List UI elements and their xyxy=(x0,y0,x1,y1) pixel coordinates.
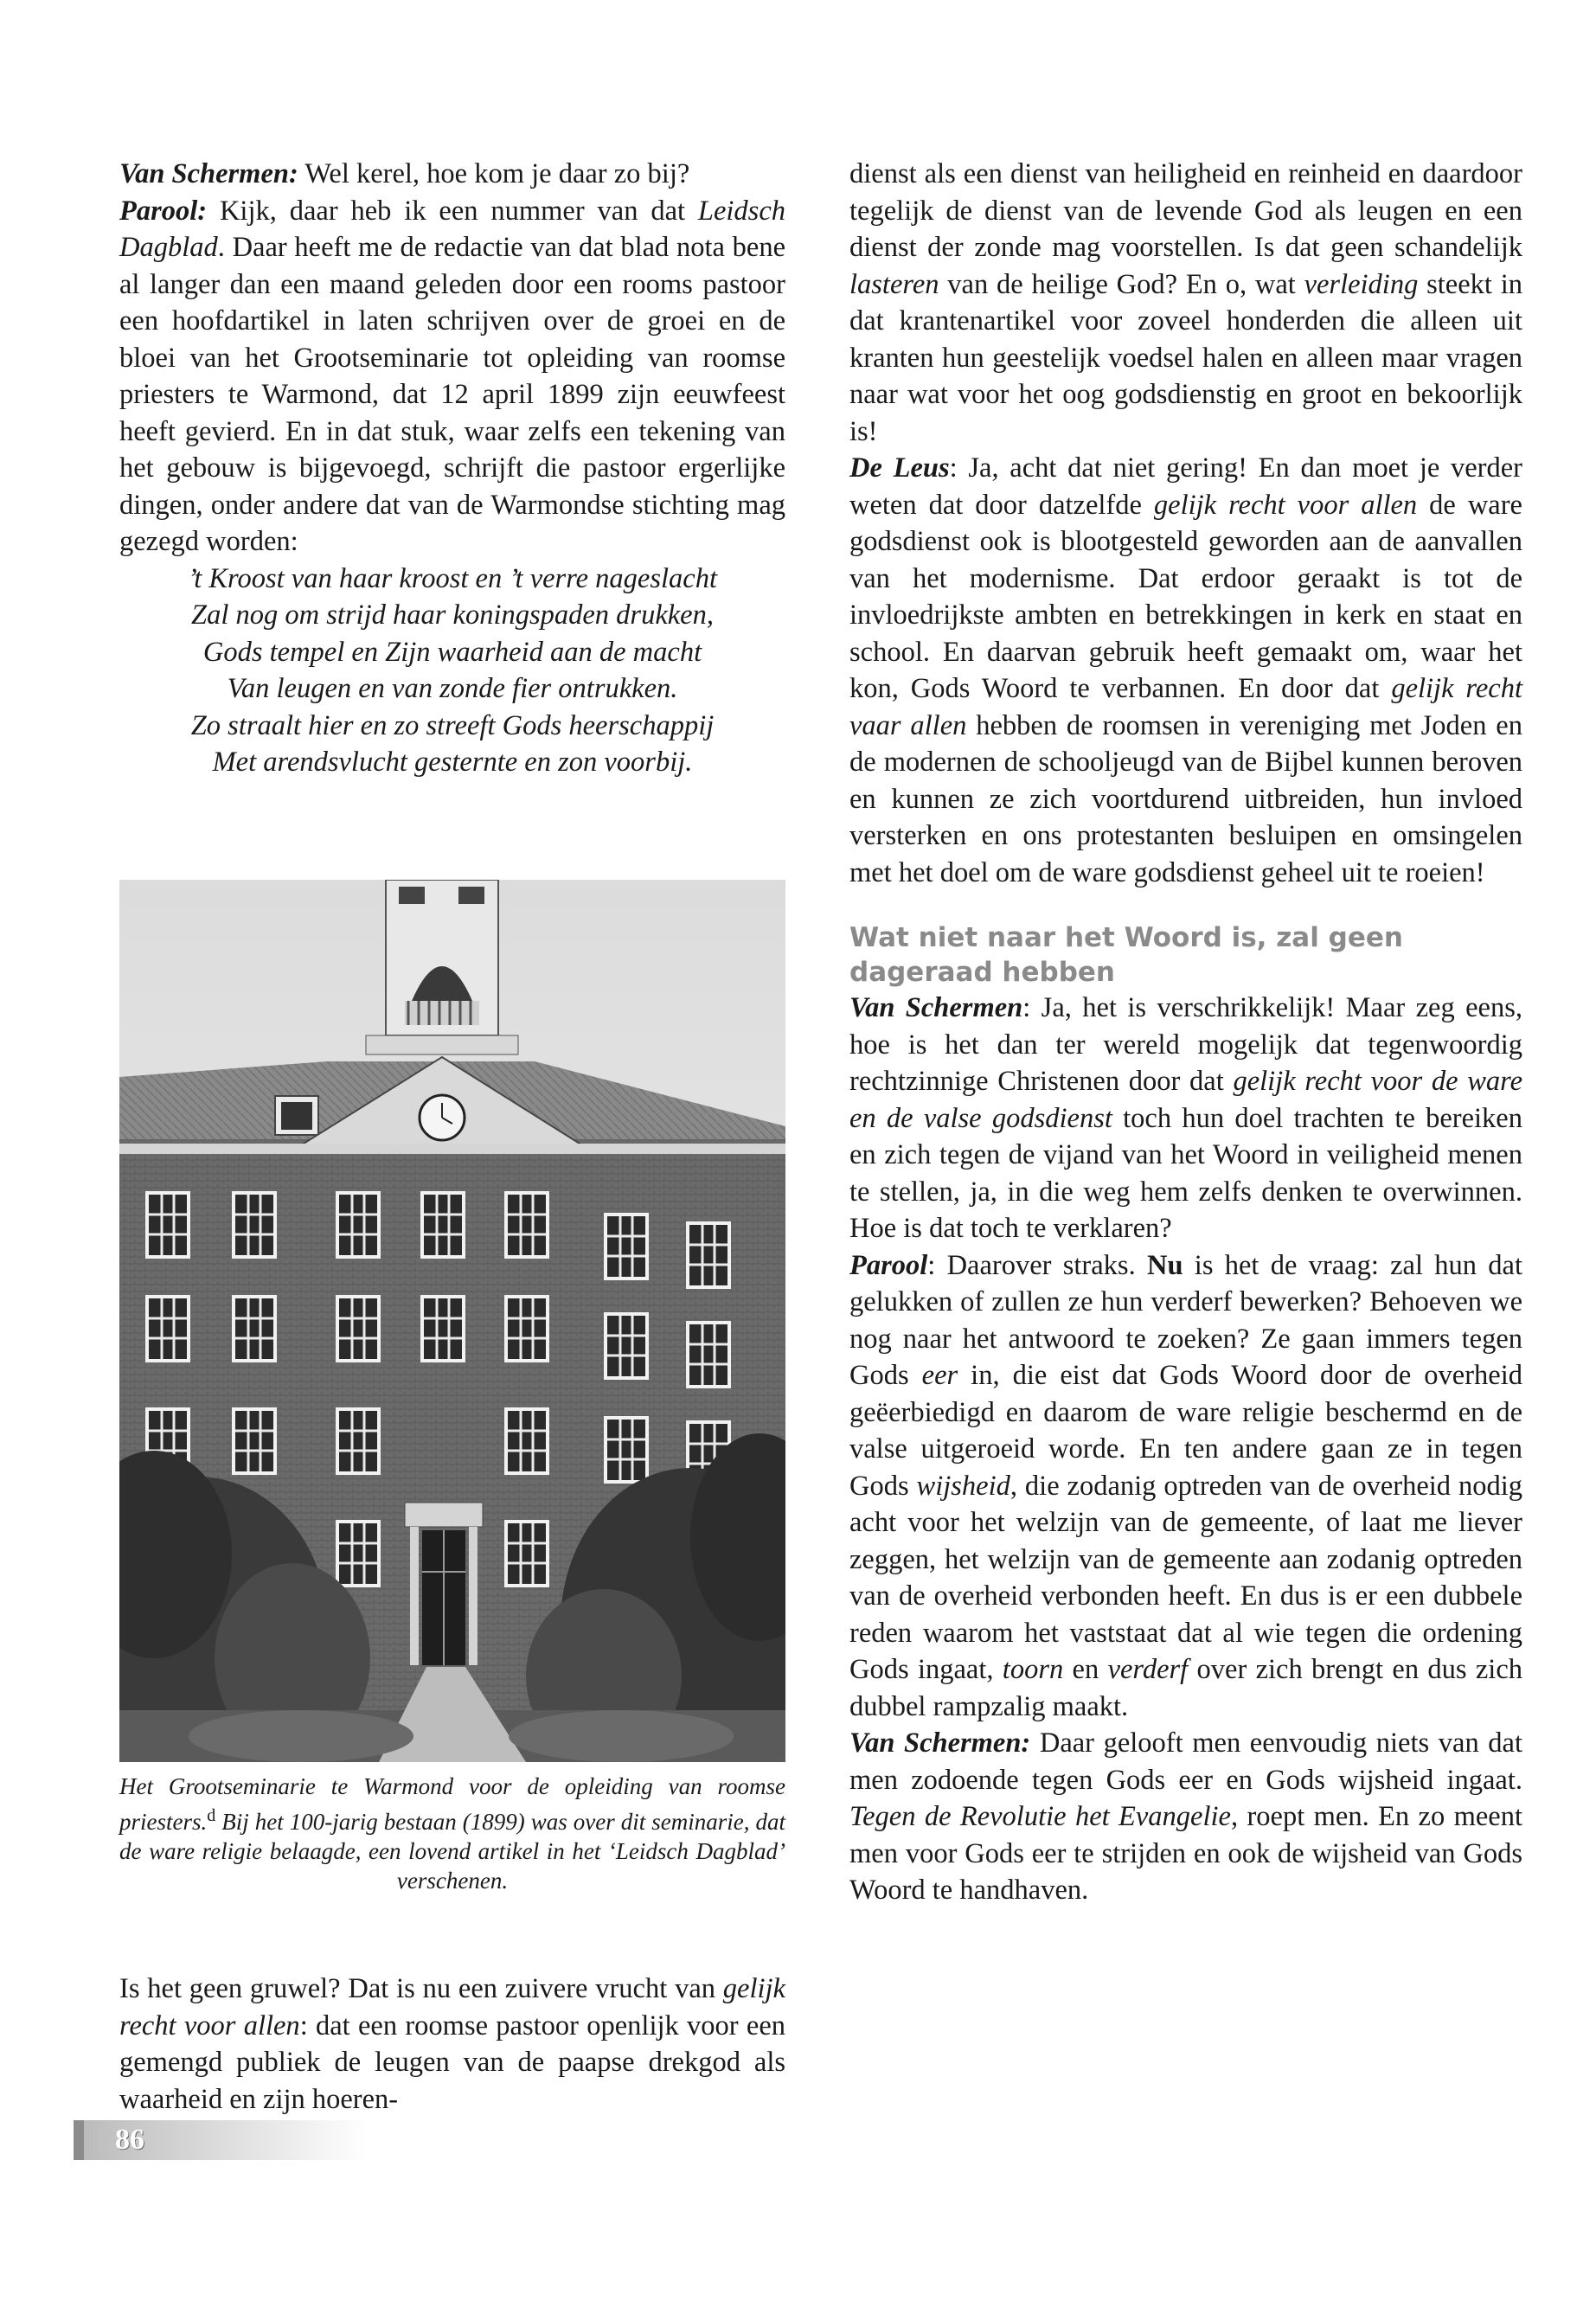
emphasis: wijsheid xyxy=(916,1470,1010,1502)
bold-text: Nu xyxy=(1146,1249,1183,1281)
paragraph xyxy=(849,990,1522,1247)
left-column xyxy=(119,156,785,781)
text: Wel kerel, hoe kom je daar zo bij? xyxy=(298,158,690,189)
left-continuation xyxy=(119,1971,785,2118)
text: Bij het 100-jarig bestaan (1899) was over dit seminarie, dat de ware religie belaagde, een lovend artikel in het ‘Leidsch Dagblad’ verschenen. xyxy=(119,1809,785,1894)
paragraph xyxy=(119,156,785,193)
poem-line: ’t Kroost van haar kroost en ’t verre nageslacht xyxy=(187,562,717,594)
text: : dat een roomse pastoor openlijk voor een gemengd publiek de leugen van de paapse drekgod als waarheid en zijn hoeren- xyxy=(119,2009,785,2115)
speaker-name: Van Schermen: xyxy=(849,1727,1031,1759)
page-number: 86 xyxy=(115,2124,144,2156)
paragraph xyxy=(119,193,785,561)
speaker-name: Van Schermen: xyxy=(119,158,298,189)
text: en xyxy=(1063,1654,1108,1685)
text: van de heilige God? En o, wat xyxy=(939,268,1304,300)
emphasis: gelijk recht voor allen xyxy=(1153,489,1418,521)
text: : Ja, het is verschrikkelijk! Maar zeg eens, hoe is het dan ter wereld mogelijk dat tegenwoordig rechtzinnige Christenen door dat xyxy=(849,992,1522,1097)
footnote-marker: d xyxy=(207,1806,216,1825)
speaker-name: Parool xyxy=(849,1249,928,1281)
text: is het de vraag: zal hun dat gelukken of zullen ze hun verderf bewerken? Behoeven we nog naar het antwoord te zoeken? Ze gaan immers tegen Gods xyxy=(849,1249,1523,1391)
text: Kijk, daar heb ik een nummer van dat xyxy=(207,195,698,227)
poem-line: Zo straalt hier en zo streeft Gods heerschappij xyxy=(190,709,715,741)
speaker-name: De Leus xyxy=(849,452,950,484)
poem-line: Van leugen en van zonde fier ontrukken. xyxy=(227,673,678,704)
photo-caption xyxy=(119,1772,785,1895)
paragraph xyxy=(849,156,1522,450)
emphasis: toorn xyxy=(1002,1654,1064,1685)
paragraph xyxy=(849,450,1522,891)
emphasis: verleiding xyxy=(1304,268,1419,300)
text: Is het geen gruwel? Dat is nu een zuivere vrucht van xyxy=(119,1973,723,2004)
newspaper-title: Leidsch Dagblad xyxy=(119,195,785,263)
text: , die zodanig optreden van de overheid nodig acht voor het welzijn van de gemeente, of laat me liever zeggen, het welzijn van de gemeente aan zodanig optreden van de overheid verbonden heeft. En dus is er een dubbele reden waarom het vaststaat dat al wie tegen die ordening Gods ingaat, xyxy=(849,1470,1522,1685)
poem-line: Gods tempel en Zijn waarheid aan de macht xyxy=(202,636,702,668)
page-number-bar xyxy=(74,2120,368,2160)
emphasis: gelijk recht vaar allen xyxy=(849,673,1523,741)
right-column xyxy=(849,156,1522,1909)
text: hebben de roomsen in vereniging met Joden en de modernen de schooljeugd van de Bijbel kunnen beroven en kunnen ze zich voortdurend uitbreiden, hun invloed versterken en ons protestanten besluipen en omsingelen met het doel om de ware godsdienst geheel uit te roeien! xyxy=(849,709,1522,888)
spacer xyxy=(849,891,1522,920)
text: toch hun doel trachten te bereiken en zich tegen de vijand van het Woord in veiligheid menen te stellen, ja, in die weg hem zelfs denken te overwinnen. Hoe is dat toch te verklaren? xyxy=(849,1102,1522,1244)
text: : Ja, acht dat niet gering! En dan moet je verder weten dat door datzelfde xyxy=(849,452,1522,521)
emphasis: gelijk recht voor de ware en de valse godsdienst xyxy=(849,1066,1522,1134)
text: steekt in dat krantenartikel voor zoveel honderden die alleen uit kranten hun geestelijk voedsel halen en alleen maar vragen naar wat voor het oog godsdienstig en groot en bekoorlijk is! xyxy=(849,268,1522,447)
text: , roept men. En zo meent men voor Gods eer te strijden en ook de wijsheid van Gods Woord te handhaven. xyxy=(849,1801,1522,1906)
text: dienst als een dienst van heiligheid en reinheid en daardoor tegelijk de dienst van de levende God als leugen en een dienst der zonde mag voorstellen. Is dat geen schandelijk xyxy=(849,158,1522,263)
poem-line: Zal nog om strijd haar koningspaden drukken, xyxy=(191,599,714,631)
poem-line: Met arendsvlucht gesternte en zon voorbij. xyxy=(212,747,693,778)
section-heading: Wat niet naar het Woord is, zal geen dageraad hebben xyxy=(849,922,1403,988)
text: Het Grootseminarie te Warmond voor de opleiding van roomse priesters. xyxy=(119,1773,785,1835)
text: : Daarover straks. xyxy=(927,1249,1147,1281)
text: Daar gelooft men eenvoudig niets van dat men zodoende tegen Gods eer en Gods wijsheid ingaat. xyxy=(849,1727,1522,1796)
emphasis: gelijk recht voor allen xyxy=(119,1973,785,2041)
paragraph xyxy=(849,1725,1522,1909)
poem xyxy=(119,561,785,781)
emphasis: lasteren xyxy=(849,268,939,300)
speaker-name: Parool: xyxy=(119,195,208,227)
paragraph xyxy=(849,1247,1522,1726)
seminary-photo xyxy=(119,880,785,1762)
speaker-name: Van Schermen xyxy=(849,992,1023,1023)
text: over zich brengt en dus zich dubbel rampzalig maakt. xyxy=(849,1654,1522,1722)
emphasis: eer xyxy=(921,1360,958,1391)
emphasis: verderf xyxy=(1107,1654,1189,1685)
text: de ware godsdienst ook is blootgesteld geworden aan de aanvallen van het modernisme. Dat erdoor geraakt is tot de invloedrijkste ambten en betrekkingen in kerk en staat en school. En daarvan gebruik heeft gemaakt om, waar het kon, Gods Woord te verbannen. En door dat xyxy=(849,489,1522,704)
text: in, die eist dat Gods Woord door de overheid geëerbiedigd en daarom de ware religie beschermd en de valse uitgeroeid worde. En ten andere gaan ze in tegen Gods xyxy=(849,1360,1522,1502)
emphasis: Tegen de Revolutie het Evangelie xyxy=(849,1801,1231,1832)
text: . Daar heeft me de redactie van dat blad nota bene al langer dan een maand geleden door een rooms pastoor een hoofdartikel in laten schrijven over de groei en de bloei van het Grootseminarie tot opleiding van roomse priesters te Warmond, dat 12 april 1899 zijn eeuwfeest heeft gevierd. En in dat stuk, waar zelfs een tekening van het gebouw is bijgevoegd, schrijft die pastoor ergerlijke dingen, onder andere dat van de Warmondse stichting mag gezegd worden: xyxy=(119,232,785,557)
page-bar-accent xyxy=(74,2120,84,2160)
